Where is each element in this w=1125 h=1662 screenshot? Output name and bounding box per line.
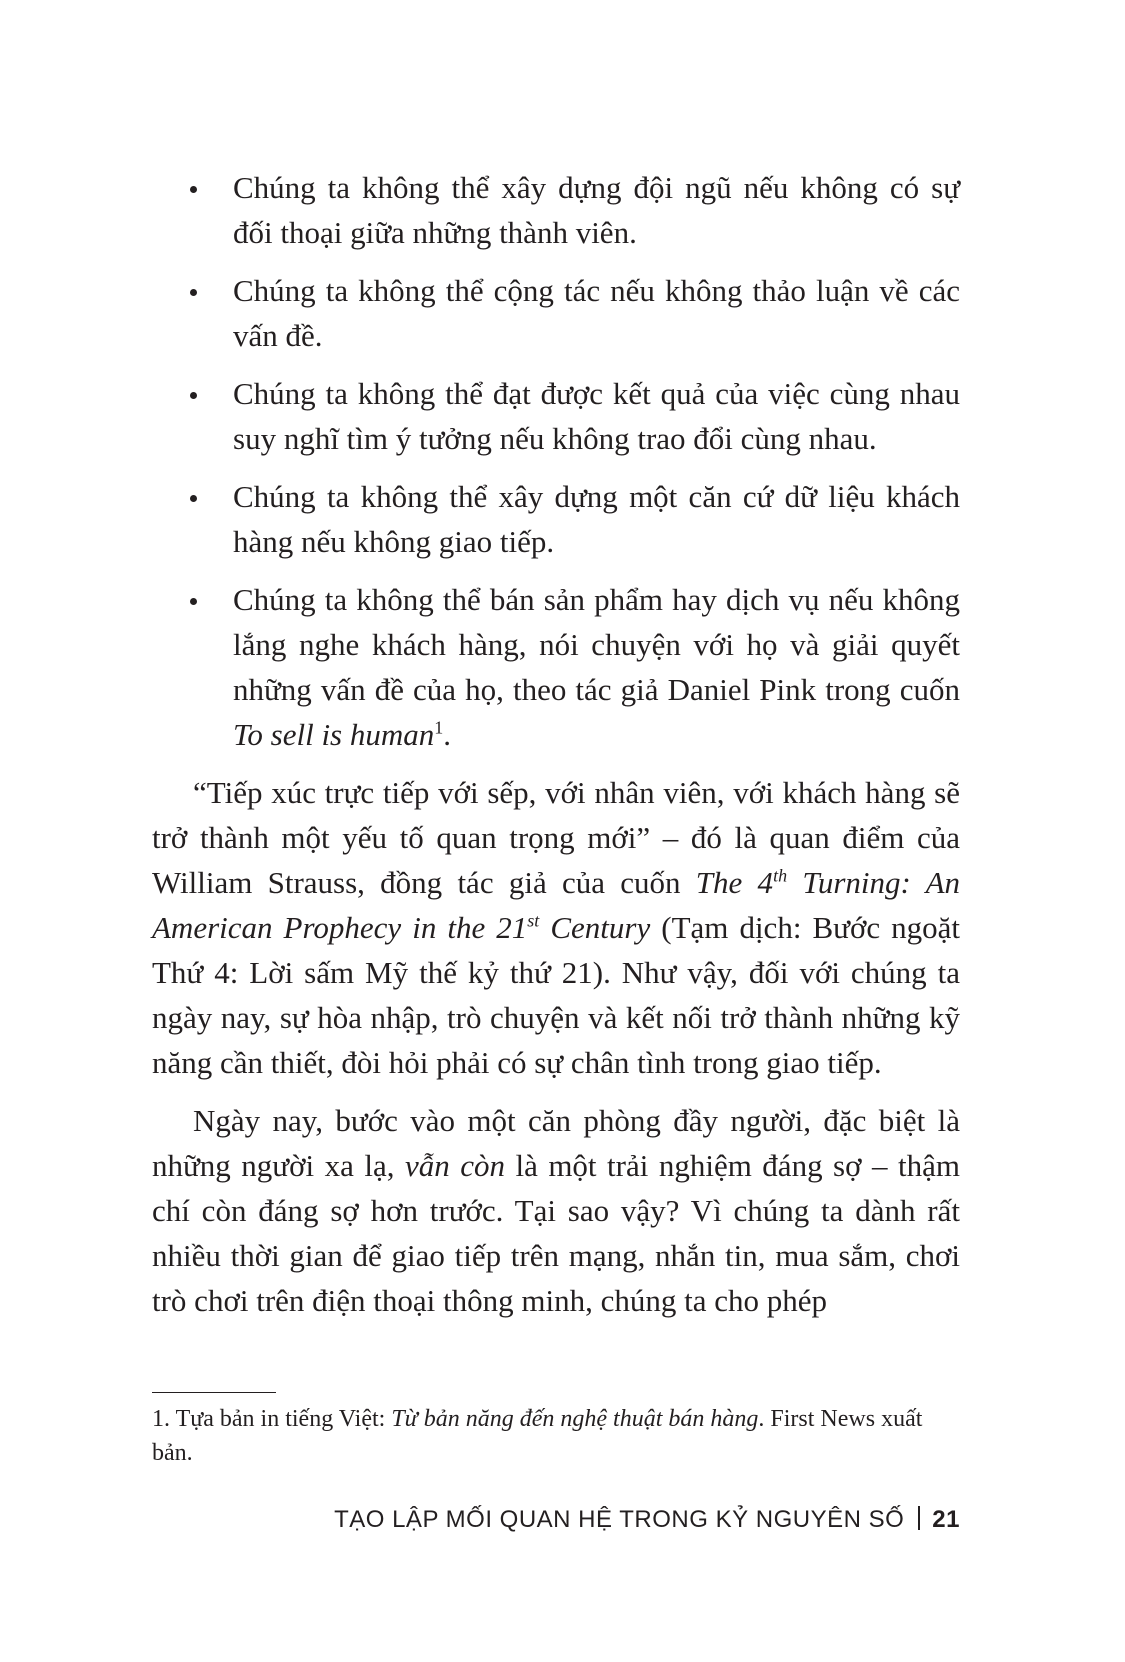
list-item-text: Chúng ta không thể bán sản phẩm hay dịch vụ nếu không lắng nghe khách hàng, nói chuyện với họ và giải quyết những vấn đề của họ, theo tác giả Daniel Pink trong cuốn xyxy=(233,582,960,707)
list-item xyxy=(152,371,960,461)
list-item-text: Chúng ta không thể cộng tác nếu không thảo luận về các vấn đề. xyxy=(233,273,960,353)
page-body xyxy=(152,165,960,1336)
bullet-dot-icon xyxy=(190,495,197,502)
paragraph-text: “Tiếp xúc trực tiếp với sếp, với nhân viên, với khách hàng sẽ trở thành một yếu tố quan trọng mới” – đó là quan điểm của William Strauss, đồng tác giả của cuốn xyxy=(152,775,960,900)
ordinal-suffix: st xyxy=(527,910,540,931)
footnote xyxy=(152,1402,960,1470)
body-paragraph xyxy=(152,770,960,1085)
list-item-text: Chúng ta không thể xây dựng đội ngũ nếu không có sự đối thoại giữa những thành viên. xyxy=(233,170,960,250)
book-title-part: The 4 xyxy=(695,865,774,900)
footnote-divider xyxy=(152,1392,276,1393)
list-item-text: Chúng ta không thể xây dựng một căn cứ dữ liệu khách hàng nếu không giao tiếp. xyxy=(233,479,960,559)
bullet-dot-icon xyxy=(190,186,197,193)
footnote-suffix: . First News xuất bản. xyxy=(152,1406,923,1466)
ordinal-suffix: th xyxy=(773,865,788,886)
list-item xyxy=(152,474,960,564)
footnote-reference[interactable]: 1 xyxy=(434,717,444,738)
book-title-part: Century xyxy=(539,910,651,945)
footer-separator xyxy=(918,1506,920,1530)
running-footer xyxy=(334,1505,960,1535)
paragraph-text: là một trải nghiệm đáng sợ – thậm chí còn đáng sợ hơn trước. Tại sao vậy? Vì chúng ta dành rất nhiều thời gian để giao tiếp trên mạng, nhắn tin, mua sắm, chơi trò chơi trên điện thoại thông minh, chúng ta cho phép xyxy=(152,1148,960,1318)
footnote-title: Từ bản năng đến nghệ thuật bán hàng xyxy=(391,1406,759,1432)
page-number: 21 xyxy=(932,1506,960,1533)
list-item-text: Chúng ta không thể đạt được kết quả của việc cùng nhau suy nghĩ tìm ý tưởng nếu không trao đổi cùng nhau. xyxy=(233,376,960,456)
list-item xyxy=(152,577,960,757)
bullet-list xyxy=(152,165,960,757)
list-item xyxy=(152,165,960,255)
bullet-dot-icon xyxy=(190,598,197,605)
book-title: To sell is human xyxy=(233,717,435,752)
chapter-title: TẠO LẬP MỐI QUAN HỆ TRONG KỶ NGUYÊN SỐ xyxy=(334,1506,905,1533)
paragraph-text: (Tạm dịch: Bước ngoặt Thứ 4: Lời sấm Mỹ thế kỷ thứ 21). Như vậy, đối với chúng ta ngày nay, sự hòa nhập, trò chuyện và kết nối trở thành những kỹ năng cần thiết, đòi hỏi phải có sự chân tình trong giao tiếp. xyxy=(152,910,961,1080)
list-item-text-end: . xyxy=(443,717,452,752)
book-title-part: Turning: An American Prophecy in the 21 xyxy=(152,865,961,945)
emphasis-text: vẫn còn xyxy=(404,1148,505,1183)
paragraph-text: Ngày nay, bước vào một căn phòng đầy người, đặc biệt là những người xa lạ, xyxy=(152,1103,960,1183)
list-item xyxy=(152,268,960,358)
bullet-dot-icon xyxy=(190,392,197,399)
bullet-dot-icon xyxy=(190,289,197,296)
footnote-prefix: 1. Tựa bản in tiếng Việt: xyxy=(152,1406,392,1432)
body-paragraph xyxy=(152,1098,960,1323)
